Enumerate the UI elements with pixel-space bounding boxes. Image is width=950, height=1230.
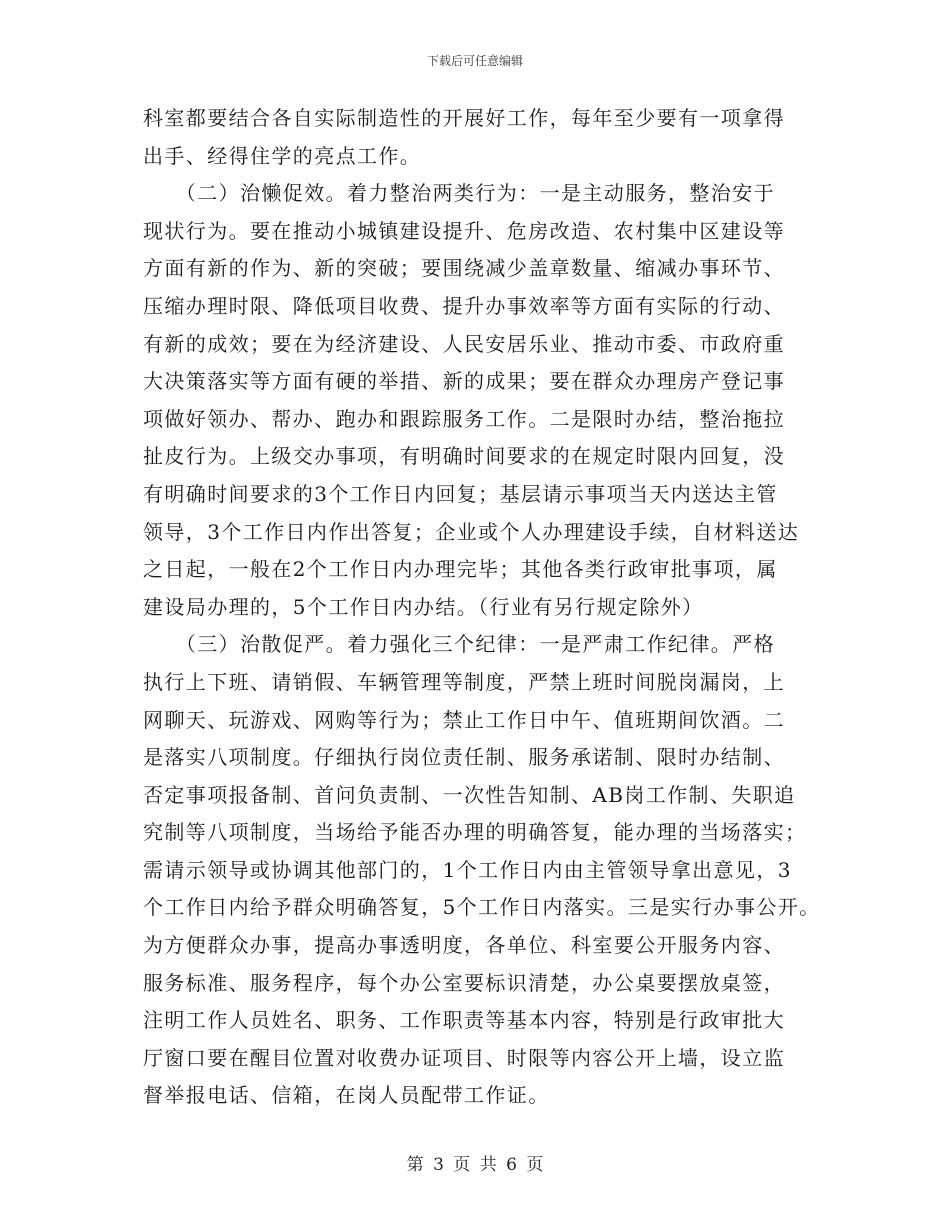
text-line: 之日起，一般在2个工作日内办理完毕；其他各类行政审批事项，属 — [143, 557, 778, 582]
text-line: （二）治懒促效。着力整治两类行为：一是主动服务，整治安于 — [143, 181, 775, 206]
text-line: 究制等八项制度，当场给予能否办理的明确答复，能办理的当场落实； — [143, 820, 807, 845]
text-line: 督举报电话、信箱，在岗人员配带工作证。 — [143, 1083, 550, 1108]
text-line: 是落实八项制度。仔细执行岗位责任制、服务承诺制、限时办结制、 — [143, 745, 785, 770]
text-line: 扯皮行为。上级交办事项，有明确时间要求的在规定时限内回复，没 — [143, 444, 785, 469]
text-line: 有新的成效；要在为经济建设、人民安居乐业、推动市委、市政府重 — [143, 331, 785, 356]
document-body — [143, 100, 823, 1115]
text-line: 需请示领导或协调其他部门的，1个工作日内由主管领导拿出意见，3 — [143, 857, 792, 882]
text-line: （三）治散促严。着力强化三个纪律：一是严肃工作纪律。严格 — [143, 632, 775, 657]
page-number: 第 3 页 共 6 页 — [406, 1155, 544, 1175]
text-line: 注明工作人员姓名、职务、工作职责等基本内容，特别是行政审批大 — [143, 1008, 785, 1033]
text-line: 方面有新的作为、新的突破；要围绕减少盖章数量、缩减办事环节、 — [143, 256, 785, 281]
text-line: 为方便群众办事，提高办事透明度，各单位、科室要公开服务内容、 — [143, 933, 785, 958]
text-line: 服务标准、服务程序，每个办公室要标识清楚，办公桌要摆放桌签， — [143, 970, 785, 995]
text-line: 科室都要结合各自实际制造性的开展好工作，每年至少要有一项拿得 — [143, 106, 785, 130]
text-line: 现状行为。要在推动小城镇建设提升、危房改造、农村集中区建设等 — [143, 218, 785, 243]
text-line: 厅窗口要在醒目位置对收费办证项目、时限等内容公开上墙，设立监 — [143, 1045, 785, 1070]
text-line: 出手、经得住学的亮点工作。 — [143, 143, 422, 168]
text-line: 项做好领办、帮办、跑办和跟踪服务工作。二是限时办结，整治拖拉 — [143, 406, 785, 431]
text-line: 大决策落实等方面有硬的举措、新的成果；要在群众办理房产登记事 — [143, 369, 785, 394]
page-header-note: 下载后可任意编辑 — [426, 54, 523, 68]
text-line: 有明确时间要求的3个工作日内回复；基层请示事项当天内送达主管 — [143, 481, 778, 506]
text-line: 网聊天、玩游戏、网购等行为；禁止工作日中午、值班期间饮酒。二 — [143, 707, 785, 732]
text-line: 否定事项报备制、首问负责制、一次性告知制、AB岗工作制、失职追 — [143, 782, 796, 807]
text-line: 执行上下班、请销假、车辆管理等制度，严禁上班时间脱岗漏岗，上 — [143, 669, 785, 694]
text-line: 个工作日内给予群众明确答复，5个工作日内落实。三是实行办事公开。 — [143, 895, 821, 920]
text-line: 压缩办理时限、降低项目收费、提升办事效率等方面有实际的行动、 — [143, 293, 785, 318]
text-line: 建设局办理的，5个工作日内办结。（行业有另行规定除外） — [143, 594, 704, 619]
text-line: 领导，3个工作日内作出答复；企业或个人办理建设手续，自材料送达 — [143, 519, 800, 544]
